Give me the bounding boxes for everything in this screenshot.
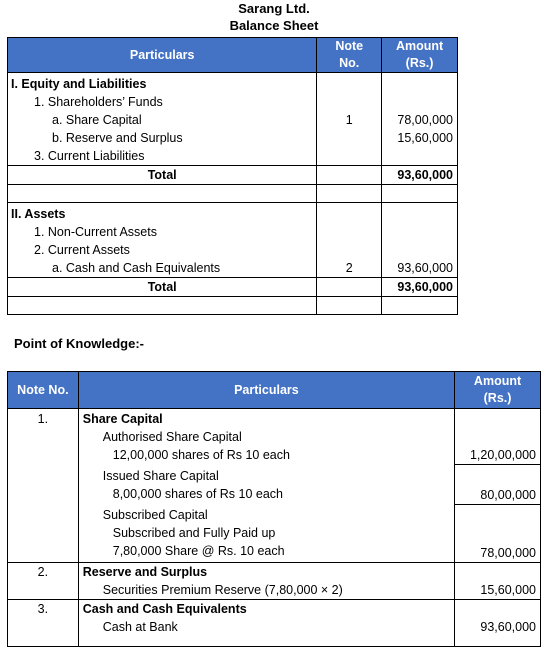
company-name: Sarang Ltd. [238,1,310,16]
list-item: 1. Non-Current Assets [34,225,157,239]
col-particulars: Particulars [8,38,317,73]
list-item: 7,80,000 Share @ Rs. 10 each [112,544,285,558]
empty-cell [382,185,458,203]
note-number [8,409,79,563]
section1-amounts [382,73,458,166]
amount-value: 78,00,000 [480,546,536,560]
empty-cell [317,185,382,203]
note-number: 1 [345,113,353,127]
list-item: Securities Premium Reserve (7,80,000 × 2) [102,583,343,597]
total-amount: 93,60,000 [382,166,458,185]
list-item: Subscribed and Fully Paid up [112,526,276,540]
balance-sheet-table [7,37,458,315]
point-of-knowledge-heading: Point of Knowledge:- [14,336,144,351]
total-label: Total [8,166,317,185]
total-amount: 93,60,000 [382,278,458,297]
empty-cell [8,185,317,203]
list-item: b. Reserve and Surplus [52,131,183,145]
col-particulars: Particulars [78,372,454,409]
empty-cell [317,278,382,297]
col-note-no: Note No. [8,372,79,409]
note3-particulars [78,600,454,647]
empty-cell [8,297,317,315]
note-heading: Cash and Cash Equivalents [82,602,247,616]
list-item: Authorised Share Capital [102,430,242,444]
section1-particulars [8,73,317,166]
list-item: 12,00,000 shares of Rs 10 each [112,448,290,462]
col-amount: Amount (Rs.) [382,38,458,73]
list-item: a. Share Capital [52,113,142,127]
note-number-text: 1. [37,412,49,426]
amount-value: 15,60,000 [397,131,453,145]
list-item: Cash at Bank [102,620,178,634]
note1-particulars [78,409,454,563]
amount-value: 1,20,00,000 [469,448,536,462]
section-heading: II. Assets [11,207,66,221]
section2-notes [317,203,382,278]
empty-cell [317,297,382,315]
section-heading: I. Equity and Liabilities [11,77,147,91]
page-title: Balance Sheet [229,18,319,33]
note-heading: Reserve and Surplus [82,565,208,579]
note-heading: Share Capital [82,412,163,426]
list-item: Issued Share Capital [102,469,219,483]
note3-amounts [455,600,541,647]
note2-particulars [78,563,454,600]
empty-cell [317,166,382,185]
list-item: 8,00,000 shares of Rs 10 each [112,487,284,501]
amount-value: 93,60,000 [397,261,453,275]
section2-particulars [8,203,317,278]
col-note: Note No. [317,38,382,73]
note-number: 2 [345,261,353,275]
note-number-text: 2. [37,565,49,579]
note-number-text: 3. [37,602,49,616]
list-item: Subscribed Capital [102,508,208,522]
section2-amounts [382,203,458,278]
note-number [8,600,79,647]
section1-notes [317,73,382,166]
list-item: 3. Current Liabilities [34,149,145,163]
col-amount: Amount (Rs.) [455,372,541,409]
note-number [8,563,79,600]
list-item: 2. Current Assets [34,243,130,257]
amount-value: 78,00,000 [397,113,453,127]
amount-value: 93,60,000 [480,620,536,634]
amount-value: 80,00,000 [480,488,536,502]
notes-table [7,371,541,647]
amount-value: 15,60,000 [480,583,536,597]
note2-amounts [455,563,541,600]
empty-cell [382,297,458,315]
list-item: a. Cash and Cash Equivalents [52,261,221,275]
total-label: Total [8,278,317,297]
note1-amounts [455,409,541,563]
list-item: 1. Shareholders’ Funds [34,95,163,109]
